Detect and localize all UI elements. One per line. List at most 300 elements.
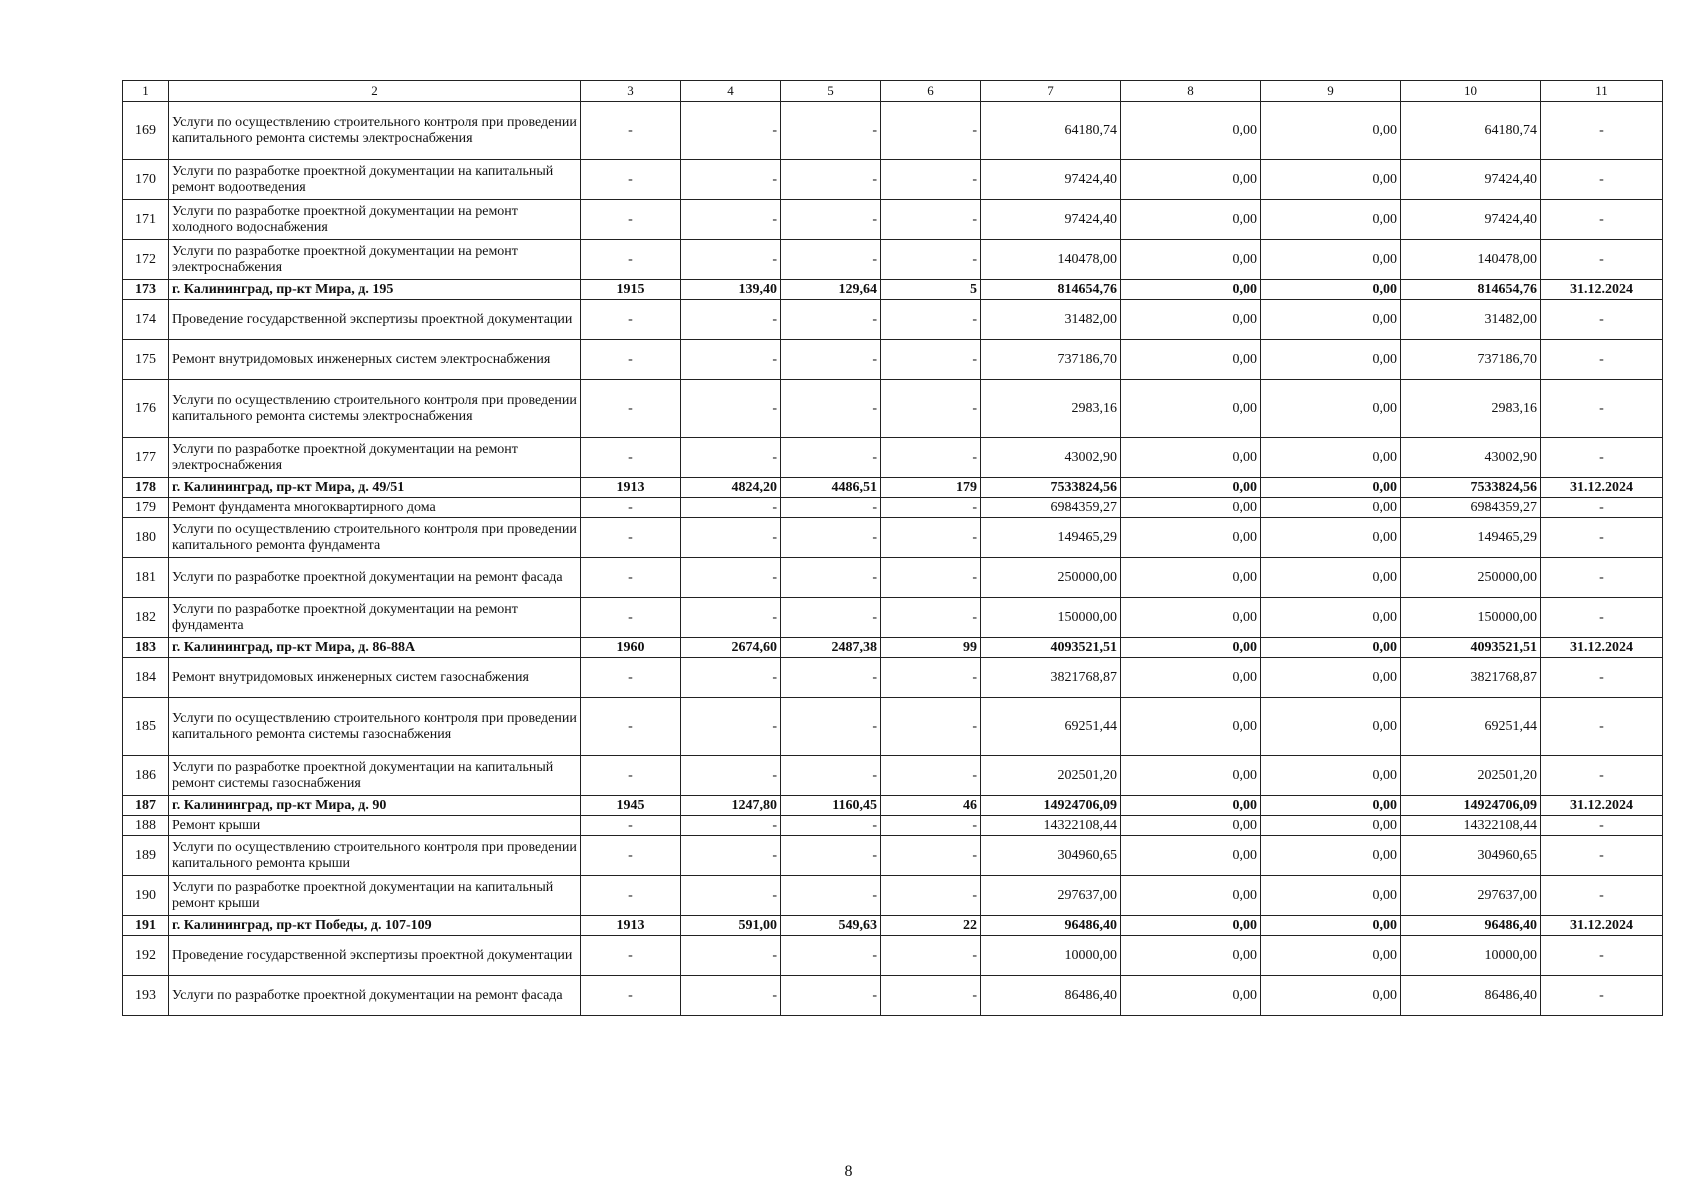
owner-funds-cell: 250000,00: [1401, 558, 1541, 598]
residential-area-cell: 2487,38: [781, 638, 881, 658]
total-area-cell: -: [681, 598, 781, 638]
row-number-cell: 170: [123, 160, 169, 200]
build-year-cell: -: [581, 698, 681, 756]
build-year-cell: 1915: [581, 280, 681, 300]
residents-count-cell: 5: [881, 280, 981, 300]
work-name-cell: г. Калининград, пр-кт Мира, д. 90: [169, 796, 581, 816]
federal-funds-cell: 0,00: [1121, 638, 1261, 658]
completion-date-cell: -: [1541, 816, 1663, 836]
column-number: 2: [169, 81, 581, 102]
total-area-cell: -: [681, 558, 781, 598]
total-area-cell: -: [681, 340, 781, 380]
build-year-cell: -: [581, 518, 681, 558]
residents-count-cell: -: [881, 160, 981, 200]
work-row: [123, 756, 1663, 796]
row-number-cell: 180: [123, 518, 169, 558]
regional-funds-cell: 0,00: [1261, 658, 1401, 698]
row-number-cell: 186: [123, 756, 169, 796]
regional-funds-cell: 0,00: [1261, 638, 1401, 658]
owner-funds-cell: 31482,00: [1401, 300, 1541, 340]
federal-funds-cell: 0,00: [1121, 558, 1261, 598]
total-area-cell: -: [681, 518, 781, 558]
work-row: [123, 876, 1663, 916]
column-number: 3: [581, 81, 681, 102]
build-year-cell: -: [581, 380, 681, 438]
row-number-cell: 190: [123, 876, 169, 916]
regional-funds-cell: 0,00: [1261, 438, 1401, 478]
regional-funds-cell: 0,00: [1261, 380, 1401, 438]
residents-count-cell: -: [881, 598, 981, 638]
build-year-cell: -: [581, 102, 681, 160]
work-name-cell: Услуги по разработке проектной документации на ремонт электроснабжения: [169, 438, 581, 478]
work-row: [123, 518, 1663, 558]
total-area-cell: -: [681, 240, 781, 280]
residents-count-cell: 179: [881, 478, 981, 498]
row-number-cell: 175: [123, 340, 169, 380]
work-name-cell: г. Калининград, пр-кт Победы, д. 107-109: [169, 916, 581, 936]
owner-funds-cell: 97424,40: [1401, 200, 1541, 240]
residents-count-cell: -: [881, 976, 981, 1016]
total-cost-cell: 737186,70: [981, 340, 1121, 380]
residents-count-cell: -: [881, 300, 981, 340]
total-cost-cell: 4093521,51: [981, 638, 1121, 658]
build-year-cell: -: [581, 976, 681, 1016]
regional-funds-cell: 0,00: [1261, 300, 1401, 340]
work-name-cell: Услуги по разработке проектной документации на капитальный ремонт крыши: [169, 876, 581, 916]
completion-date-cell: -: [1541, 380, 1663, 438]
completion-date-cell: 31.12.2024: [1541, 916, 1663, 936]
column-number: 11: [1541, 81, 1663, 102]
build-year-cell: -: [581, 598, 681, 638]
work-row: [123, 658, 1663, 698]
work-row: [123, 498, 1663, 518]
residents-count-cell: -: [881, 936, 981, 976]
owner-funds-cell: 14924706,09: [1401, 796, 1541, 816]
build-year-cell: -: [581, 558, 681, 598]
residents-count-cell: -: [881, 380, 981, 438]
work-row: [123, 380, 1663, 438]
total-cost-cell: 96486,40: [981, 916, 1121, 936]
work-name-cell: г. Калининград, пр-кт Мира, д. 86-88А: [169, 638, 581, 658]
completion-date-cell: -: [1541, 698, 1663, 756]
regional-funds-cell: 0,00: [1261, 200, 1401, 240]
total-cost-cell: 304960,65: [981, 836, 1121, 876]
column-number: 10: [1401, 81, 1541, 102]
federal-funds-cell: 0,00: [1121, 240, 1261, 280]
regional-funds-cell: 0,00: [1261, 598, 1401, 638]
federal-funds-cell: 0,00: [1121, 976, 1261, 1016]
work-name-cell: Услуги по осуществлению строительного контроля при проведении капитального ремонта системы электроснабжения: [169, 102, 581, 160]
total-cost-cell: 149465,29: [981, 518, 1121, 558]
regional-funds-cell: 0,00: [1261, 916, 1401, 936]
total-cost-cell: 97424,40: [981, 200, 1121, 240]
row-number-cell: 185: [123, 698, 169, 756]
residential-area-cell: -: [781, 598, 881, 638]
residents-count-cell: -: [881, 200, 981, 240]
row-number-cell: 192: [123, 936, 169, 976]
total-cost-cell: 814654,76: [981, 280, 1121, 300]
residential-area-cell: -: [781, 558, 881, 598]
owner-funds-cell: 14322108,44: [1401, 816, 1541, 836]
residential-area-cell: -: [781, 876, 881, 916]
completion-date-cell: -: [1541, 300, 1663, 340]
residents-count-cell: -: [881, 756, 981, 796]
total-cost-cell: 202501,20: [981, 756, 1121, 796]
residential-area-cell: -: [781, 698, 881, 756]
federal-funds-cell: 0,00: [1121, 280, 1261, 300]
owner-funds-cell: 43002,90: [1401, 438, 1541, 478]
federal-funds-cell: 0,00: [1121, 438, 1261, 478]
residential-area-cell: 1160,45: [781, 796, 881, 816]
completion-date-cell: 31.12.2024: [1541, 796, 1663, 816]
total-area-cell: -: [681, 698, 781, 756]
work-row: [123, 200, 1663, 240]
completion-date-cell: -: [1541, 836, 1663, 876]
residential-area-cell: -: [781, 380, 881, 438]
residents-count-cell: -: [881, 518, 981, 558]
table-body: [123, 81, 1663, 1016]
completion-date-cell: -: [1541, 876, 1663, 916]
work-row: [123, 240, 1663, 280]
work-row: [123, 698, 1663, 756]
build-year-cell: -: [581, 340, 681, 380]
regional-funds-cell: 0,00: [1261, 756, 1401, 796]
residential-area-cell: -: [781, 200, 881, 240]
federal-funds-cell: 0,00: [1121, 816, 1261, 836]
owner-funds-cell: 97424,40: [1401, 160, 1541, 200]
completion-date-cell: -: [1541, 160, 1663, 200]
page-number: 8: [844, 1163, 853, 1180]
regional-funds-cell: 0,00: [1261, 478, 1401, 498]
residents-count-cell: -: [881, 816, 981, 836]
owner-funds-cell: 64180,74: [1401, 102, 1541, 160]
regional-funds-cell: 0,00: [1261, 976, 1401, 1016]
owner-funds-cell: 140478,00: [1401, 240, 1541, 280]
total-cost-cell: 2983,16: [981, 380, 1121, 438]
completion-date-cell: 31.12.2024: [1541, 280, 1663, 300]
work-row: [123, 160, 1663, 200]
row-number-cell: 178: [123, 478, 169, 498]
residential-area-cell: -: [781, 340, 881, 380]
total-area-cell: -: [681, 756, 781, 796]
repair-program-table: [122, 80, 1663, 1016]
column-number: 8: [1121, 81, 1261, 102]
total-area-cell: 139,40: [681, 280, 781, 300]
work-name-cell: г. Калининград, пр-кт Мира, д. 195: [169, 280, 581, 300]
regional-funds-cell: 0,00: [1261, 796, 1401, 816]
row-number-cell: 176: [123, 380, 169, 438]
completion-date-cell: 31.12.2024: [1541, 638, 1663, 658]
regional-funds-cell: 0,00: [1261, 240, 1401, 280]
residents-count-cell: 22: [881, 916, 981, 936]
residents-count-cell: 46: [881, 796, 981, 816]
work-name-cell: Услуги по разработке проектной документации на ремонт фасада: [169, 558, 581, 598]
work-row: [123, 340, 1663, 380]
residential-area-cell: -: [781, 438, 881, 478]
work-name-cell: Услуги по разработке проектной документации на капитальный ремонт системы газоснабжения: [169, 756, 581, 796]
completion-date-cell: -: [1541, 658, 1663, 698]
federal-funds-cell: 0,00: [1121, 200, 1261, 240]
federal-funds-cell: 0,00: [1121, 518, 1261, 558]
total-cost-cell: 86486,40: [981, 976, 1121, 1016]
column-number: 7: [981, 81, 1121, 102]
column-number: 4: [681, 81, 781, 102]
residential-area-cell: -: [781, 936, 881, 976]
federal-funds-cell: 0,00: [1121, 756, 1261, 796]
work-name-cell: Услуги по осуществлению строительного контроля при проведении капитального ремонта крыши: [169, 836, 581, 876]
owner-funds-cell: 7533824,56: [1401, 478, 1541, 498]
federal-funds-cell: 0,00: [1121, 102, 1261, 160]
row-number-cell: 188: [123, 816, 169, 836]
total-cost-cell: 31482,00: [981, 300, 1121, 340]
work-row: [123, 976, 1663, 1016]
row-number-cell: 191: [123, 916, 169, 936]
address-row: [123, 916, 1663, 936]
owner-funds-cell: 150000,00: [1401, 598, 1541, 638]
federal-funds-cell: 0,00: [1121, 300, 1261, 340]
federal-funds-cell: 0,00: [1121, 160, 1261, 200]
work-name-cell: Услуги по разработке проектной документации на ремонт холодного водоснабжения: [169, 200, 581, 240]
owner-funds-cell: 6984359,27: [1401, 498, 1541, 518]
residential-area-cell: -: [781, 518, 881, 558]
completion-date-cell: -: [1541, 340, 1663, 380]
completion-date-cell: -: [1541, 976, 1663, 1016]
completion-date-cell: -: [1541, 518, 1663, 558]
total-cost-cell: 69251,44: [981, 698, 1121, 756]
work-name-cell: Услуги по разработке проектной документации на капитальный ремонт водоотведения: [169, 160, 581, 200]
build-year-cell: -: [581, 300, 681, 340]
owner-funds-cell: 4093521,51: [1401, 638, 1541, 658]
build-year-cell: -: [581, 836, 681, 876]
total-cost-cell: 10000,00: [981, 936, 1121, 976]
build-year-cell: 1945: [581, 796, 681, 816]
work-name-cell: Ремонт внутридомовых инженерных систем газоснабжения: [169, 658, 581, 698]
work-name-cell: Услуги по разработке проектной документации на ремонт фасада: [169, 976, 581, 1016]
owner-funds-cell: 304960,65: [1401, 836, 1541, 876]
build-year-cell: 1913: [581, 916, 681, 936]
total-cost-cell: 250000,00: [981, 558, 1121, 598]
residents-count-cell: -: [881, 698, 981, 756]
completion-date-cell: -: [1541, 240, 1663, 280]
work-row: [123, 936, 1663, 976]
build-year-cell: -: [581, 876, 681, 916]
residential-area-cell: -: [781, 240, 881, 280]
residential-area-cell: -: [781, 102, 881, 160]
work-name-cell: Ремонт внутридомовых инженерных систем электроснабжения: [169, 340, 581, 380]
residents-count-cell: -: [881, 836, 981, 876]
work-row: [123, 558, 1663, 598]
total-cost-cell: 43002,90: [981, 438, 1121, 478]
regional-funds-cell: 0,00: [1261, 160, 1401, 200]
total-cost-cell: 297637,00: [981, 876, 1121, 916]
completion-date-cell: -: [1541, 200, 1663, 240]
completion-date-cell: 31.12.2024: [1541, 478, 1663, 498]
row-number-cell: 177: [123, 438, 169, 478]
owner-funds-cell: 202501,20: [1401, 756, 1541, 796]
owner-funds-cell: 3821768,87: [1401, 658, 1541, 698]
work-name-cell: Услуги по осуществлению строительного контроля при проведении капитального ремонта фундамента: [169, 518, 581, 558]
work-name-cell: Услуги по разработке проектной документации на ремонт электроснабжения: [169, 240, 581, 280]
build-year-cell: -: [581, 498, 681, 518]
row-number-cell: 179: [123, 498, 169, 518]
regional-funds-cell: 0,00: [1261, 936, 1401, 976]
total-area-cell: -: [681, 380, 781, 438]
row-number-cell: 172: [123, 240, 169, 280]
residents-count-cell: -: [881, 558, 981, 598]
total-area-cell: -: [681, 300, 781, 340]
total-cost-cell: 150000,00: [981, 598, 1121, 638]
total-area-cell: -: [681, 876, 781, 916]
residential-area-cell: 4486,51: [781, 478, 881, 498]
completion-date-cell: -: [1541, 498, 1663, 518]
regional-funds-cell: 0,00: [1261, 698, 1401, 756]
total-area-cell: 591,00: [681, 916, 781, 936]
total-area-cell: -: [681, 102, 781, 160]
completion-date-cell: -: [1541, 756, 1663, 796]
residential-area-cell: -: [781, 756, 881, 796]
residents-count-cell: 99: [881, 638, 981, 658]
owner-funds-cell: 149465,29: [1401, 518, 1541, 558]
column-number: 9: [1261, 81, 1401, 102]
residents-count-cell: -: [881, 102, 981, 160]
federal-funds-cell: 0,00: [1121, 936, 1261, 976]
regional-funds-cell: 0,00: [1261, 280, 1401, 300]
regional-funds-cell: 0,00: [1261, 558, 1401, 598]
residential-area-cell: 549,63: [781, 916, 881, 936]
total-area-cell: -: [681, 936, 781, 976]
regional-funds-cell: 0,00: [1261, 836, 1401, 876]
build-year-cell: -: [581, 936, 681, 976]
residents-count-cell: -: [881, 240, 981, 280]
regional-funds-cell: 0,00: [1261, 518, 1401, 558]
federal-funds-cell: 0,00: [1121, 498, 1261, 518]
residential-area-cell: -: [781, 816, 881, 836]
residents-count-cell: -: [881, 438, 981, 478]
row-number-cell: 184: [123, 658, 169, 698]
residents-count-cell: -: [881, 498, 981, 518]
federal-funds-cell: 0,00: [1121, 698, 1261, 756]
address-row: [123, 638, 1663, 658]
total-area-cell: -: [681, 160, 781, 200]
owner-funds-cell: 96486,40: [1401, 916, 1541, 936]
regional-funds-cell: 0,00: [1261, 498, 1401, 518]
residential-area-cell: -: [781, 300, 881, 340]
work-name-cell: Проведение государственной экспертизы проектной документации: [169, 300, 581, 340]
completion-date-cell: -: [1541, 558, 1663, 598]
column-number: 5: [781, 81, 881, 102]
build-year-cell: -: [581, 658, 681, 698]
residents-count-cell: -: [881, 658, 981, 698]
row-number-cell: 189: [123, 836, 169, 876]
build-year-cell: 1960: [581, 638, 681, 658]
work-name-cell: Ремонт крыши: [169, 816, 581, 836]
row-number-cell: 187: [123, 796, 169, 816]
work-row: [123, 438, 1663, 478]
row-number-cell: 181: [123, 558, 169, 598]
completion-date-cell: -: [1541, 936, 1663, 976]
total-cost-cell: 140478,00: [981, 240, 1121, 280]
row-number-cell: 174: [123, 300, 169, 340]
total-area-cell: 1247,80: [681, 796, 781, 816]
address-row: [123, 796, 1663, 816]
row-number-cell: 171: [123, 200, 169, 240]
total-area-cell: -: [681, 658, 781, 698]
total-area-cell: -: [681, 498, 781, 518]
address-row: [123, 478, 1663, 498]
build-year-cell: -: [581, 756, 681, 796]
work-row: [123, 816, 1663, 836]
federal-funds-cell: 0,00: [1121, 916, 1261, 936]
federal-funds-cell: 0,00: [1121, 340, 1261, 380]
regional-funds-cell: 0,00: [1261, 102, 1401, 160]
owner-funds-cell: 2983,16: [1401, 380, 1541, 438]
total-cost-cell: 3821768,87: [981, 658, 1121, 698]
federal-funds-cell: 0,00: [1121, 478, 1261, 498]
residential-area-cell: -: [781, 836, 881, 876]
row-number-cell: 182: [123, 598, 169, 638]
total-area-cell: -: [681, 836, 781, 876]
build-year-cell: -: [581, 438, 681, 478]
row-number-cell: 173: [123, 280, 169, 300]
total-area-cell: -: [681, 200, 781, 240]
completion-date-cell: -: [1541, 598, 1663, 638]
column-number: 1: [123, 81, 169, 102]
total-area-cell: 4824,20: [681, 478, 781, 498]
residential-area-cell: -: [781, 976, 881, 1016]
owner-funds-cell: 86486,40: [1401, 976, 1541, 1016]
federal-funds-cell: 0,00: [1121, 836, 1261, 876]
residents-count-cell: -: [881, 340, 981, 380]
build-year-cell: -: [581, 160, 681, 200]
residential-area-cell: 129,64: [781, 280, 881, 300]
row-number-cell: 169: [123, 102, 169, 160]
federal-funds-cell: 0,00: [1121, 380, 1261, 438]
address-row: [123, 280, 1663, 300]
build-year-cell: -: [581, 200, 681, 240]
federal-funds-cell: 0,00: [1121, 658, 1261, 698]
owner-funds-cell: 10000,00: [1401, 936, 1541, 976]
total-area-cell: -: [681, 438, 781, 478]
work-name-cell: г. Калининград, пр-кт Мира, д. 49/51: [169, 478, 581, 498]
total-cost-cell: 97424,40: [981, 160, 1121, 200]
build-year-cell: 1913: [581, 478, 681, 498]
federal-funds-cell: 0,00: [1121, 598, 1261, 638]
owner-funds-cell: 297637,00: [1401, 876, 1541, 916]
work-row: [123, 102, 1663, 160]
column-number-row: [123, 81, 1663, 102]
work-row: [123, 836, 1663, 876]
owner-funds-cell: 737186,70: [1401, 340, 1541, 380]
residential-area-cell: -: [781, 658, 881, 698]
total-area-cell: -: [681, 816, 781, 836]
work-name-cell: Услуги по разработке проектной документации на ремонт фундамента: [169, 598, 581, 638]
federal-funds-cell: 0,00: [1121, 876, 1261, 916]
work-name-cell: Проведение государственной экспертизы проектной документации: [169, 936, 581, 976]
total-cost-cell: 14924706,09: [981, 796, 1121, 816]
residential-area-cell: -: [781, 498, 881, 518]
residents-count-cell: -: [881, 876, 981, 916]
total-area-cell: 2674,60: [681, 638, 781, 658]
work-name-cell: Ремонт фундамента многоквартирного дома: [169, 498, 581, 518]
regional-funds-cell: 0,00: [1261, 876, 1401, 916]
completion-date-cell: -: [1541, 438, 1663, 478]
regional-funds-cell: 0,00: [1261, 816, 1401, 836]
column-number: 6: [881, 81, 981, 102]
work-row: [123, 598, 1663, 638]
federal-funds-cell: 0,00: [1121, 796, 1261, 816]
owner-funds-cell: 814654,76: [1401, 280, 1541, 300]
total-cost-cell: 6984359,27: [981, 498, 1121, 518]
